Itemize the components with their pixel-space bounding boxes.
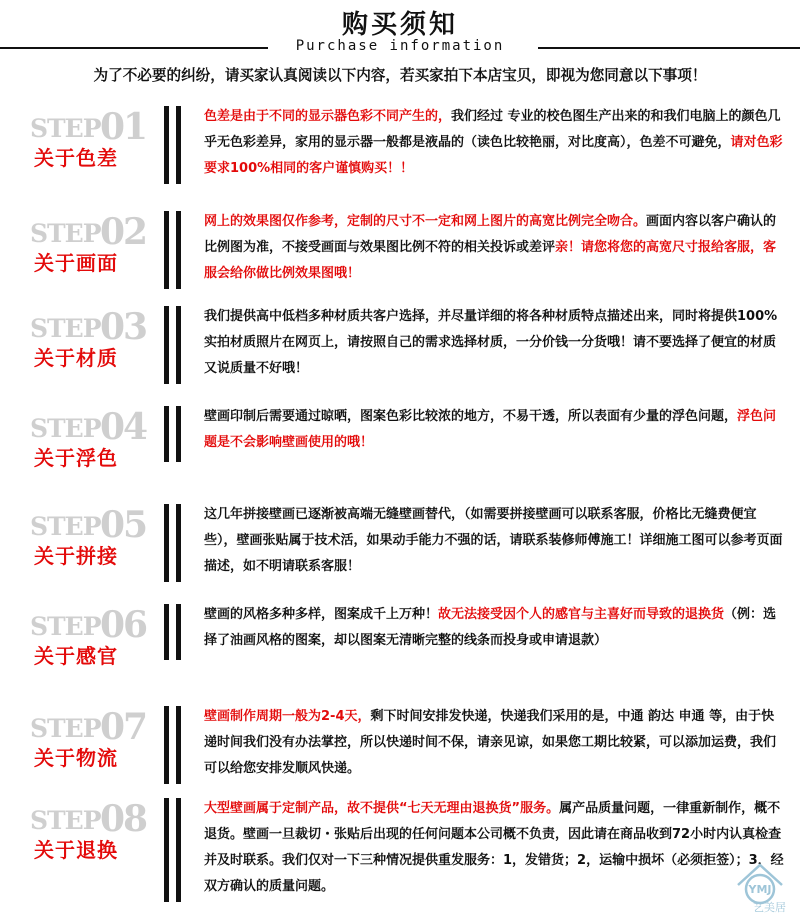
divider-bar — [164, 306, 169, 384]
watermark-site-text: 艺美居 — [753, 901, 786, 914]
divider-bar — [176, 604, 181, 660]
divider-bar — [176, 106, 181, 184]
page-title: 购买须知 — [341, 10, 458, 40]
step-word: STEP — [30, 512, 101, 541]
step-description — [204, 404, 784, 456]
watermark-logo-text: YMJ — [748, 883, 772, 896]
step-description — [204, 602, 784, 654]
body-text: 我们经过 专业的校色图生产出来的和我们电脑上的颜色几乎无色彩差异，家用的显示器一般都是液晶的（读色比较艳丽，对比度高），色差不可避免， — [204, 109, 781, 150]
step-word: STEP — [30, 219, 101, 248]
step-word: STEP — [30, 806, 101, 835]
step-title: 关于物流 — [34, 746, 118, 770]
divider-bar — [164, 798, 169, 902]
step-title: 关于浮色 — [34, 446, 118, 470]
divider-bar — [164, 106, 169, 184]
step-number: 07 — [100, 706, 147, 748]
step-word: STEP — [30, 714, 101, 743]
step-description — [204, 704, 784, 782]
step-divider-bars — [164, 504, 186, 582]
step-divider-bars — [164, 211, 186, 289]
highlighted-text: 亲！请您将您的高宽尺寸报给客服，客服会给你做比例效果图哦！ — [204, 240, 777, 281]
step-number: 05 — [100, 504, 147, 546]
divider-bar — [176, 798, 181, 902]
step-divider-bars — [164, 106, 186, 184]
step-description — [204, 104, 784, 182]
body-text: 这几年拼接壁画已逐渐被高端无缝壁画替代，（如需要拼接壁画可以联系客服，价格比无缝费便宜些），壁画张贴属于技术活，如果动手能力不强的话，请联系装修师傅施工！详细施工图可以参考页面描述，如不明请联系客服！ — [204, 507, 783, 574]
body-text: 画面内容以客户确认的比例图为准，不接受画面与效果图比例不符的相关投诉或差评 — [204, 214, 777, 255]
step-number: 02 — [100, 211, 147, 253]
highlighted-text: 浮色问题是不会影响壁画使用的哦！ — [204, 409, 777, 450]
highlighted-text: 色差是由于不同的显示器色彩不同产生的， — [204, 109, 452, 124]
highlighted-text: 请对色彩要求100%相同的客户谨慎购买！！ — [204, 135, 783, 176]
intro-notice: 为了不必要的纠纷，请买家认真阅读以下内容，若买家拍下本店宝贝，即视为您同意以下事项！ — [93, 67, 707, 84]
step-number: 04 — [100, 406, 147, 448]
step-divider-bars — [164, 706, 186, 784]
divider-bar — [176, 211, 181, 289]
step-number: 06 — [100, 604, 147, 646]
step-title: 关于拼接 — [34, 544, 118, 568]
highlighted-text: 故无法接受因个人的感官与主喜好而导致的退换货 — [438, 607, 725, 622]
step-title: 关于画面 — [34, 251, 118, 275]
step-description — [204, 502, 784, 580]
step-title: 关于退换 — [34, 838, 118, 862]
step-title: 关于色差 — [34, 146, 118, 170]
body-text: （例：选择了油画风格的图案，却以图案无清晰完整的线条而投身或申请退款） — [204, 607, 777, 648]
header-divider-right — [538, 47, 800, 49]
step-divider-bars — [164, 604, 186, 660]
step-number: 01 — [100, 106, 147, 148]
highlighted-text: 网上的效果图仅作参考，定制的尺寸不一定和网上图片的高宽比例完全吻合。 — [204, 214, 647, 229]
step-word: STEP — [30, 314, 101, 343]
step-number: 08 — [100, 798, 147, 840]
highlighted-text: 大型壁画属于定制产品，故不提供“七天无理由退换货”服务。 — [204, 801, 560, 816]
step-word: STEP — [30, 414, 101, 443]
step-divider-bars — [164, 306, 186, 384]
divider-bar — [176, 406, 181, 462]
body-text: 壁画的风格多种多样，图案成千上万种！ — [204, 607, 439, 622]
divider-bar — [164, 706, 169, 784]
divider-bar — [164, 406, 169, 462]
step-word: STEP — [30, 114, 101, 143]
step-description — [204, 796, 784, 900]
page-header — [0, 0, 800, 62]
divider-bar — [164, 604, 169, 660]
divider-bar — [176, 504, 181, 582]
divider-bar — [164, 504, 169, 582]
divider-bar — [164, 211, 169, 289]
step-divider-bars — [164, 798, 186, 902]
step-title: 关于感官 — [34, 644, 118, 668]
step-word: STEP — [30, 612, 101, 641]
divider-bar — [176, 706, 181, 784]
body-text: 壁画印制后需要通过晾晒，图案色彩比较浓的地方，不易干透，所以表面有少量的浮色问题， — [204, 409, 738, 424]
step-description — [204, 304, 784, 382]
step-description — [204, 209, 784, 287]
step-title: 关于材质 — [34, 346, 118, 370]
step-number: 03 — [100, 306, 147, 348]
step-divider-bars — [164, 406, 186, 462]
body-text: 剩下时间安排发快递，快递我们采用的是，中通 韵达 申通 等，由于快递时间我们没有办法掌控，所以快递时间不保，请亲见谅，如果您工期比较紧，可以添加运费，我们可以给您安排发顺风快递。 — [204, 709, 777, 776]
highlighted-text: 壁画制作周期一般为2-4天， — [204, 709, 371, 724]
page-subtitle: Purchase information — [295, 38, 505, 54]
divider-bar — [176, 306, 181, 384]
body-text: 我们提供高中低档多种材质共客户选择，并尽量详细的将各种材质特点描述出来，同时将提供100%实拍材质照片在网页上，请按照自己的需求选择材质，一分价钱一分货哦！请不要选择了便宜的材质又说质量不好哦！ — [204, 309, 778, 376]
body-text: 属产品质量问题，一律重新制作，概不退货。壁画一旦裁切・张贴后出现的任何问题本公司概不负责，因此请在商品收到72小时内认真检查并及时联系。我们仅对一下三种情况提供重发服务：1，发错货；2，运输中损坏（必须拒签）；3，经双方确认的质量问题。 — [204, 801, 784, 894]
